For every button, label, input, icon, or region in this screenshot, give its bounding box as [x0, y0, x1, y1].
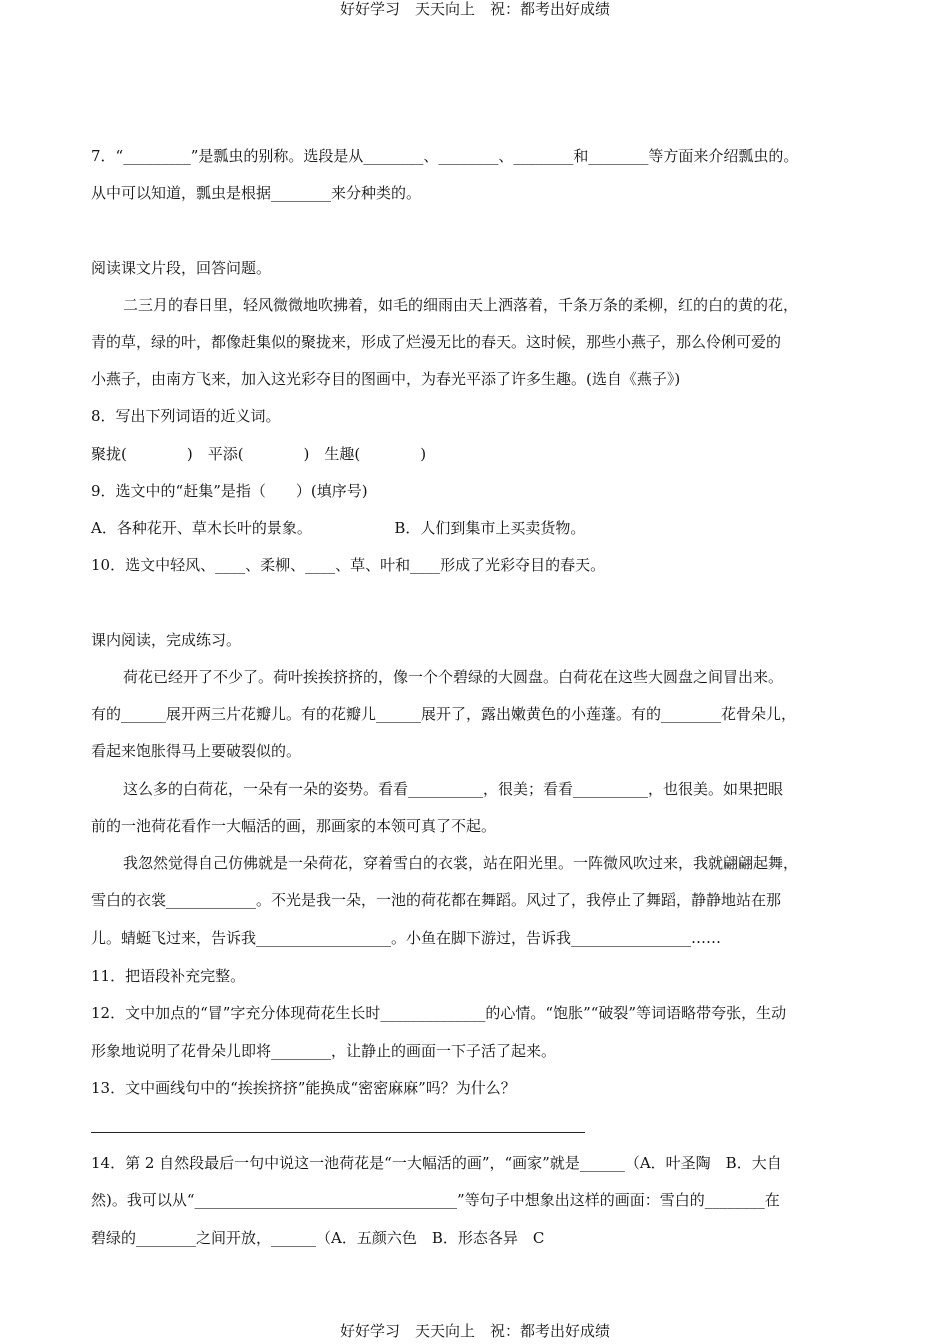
page-footer: 好好学习 天天向上 祝：都考出好成绩	[339, 1322, 610, 1340]
passage3-p3-line-2: 雪白的衣裳____________。不光是我一朵，一池的荷花都在舞蹈。风过了，我停止了舞蹈，静静地站在那	[91, 891, 782, 909]
passage3-p1-line-3: 看起来饱胀得马上要破裂似的。	[91, 742, 302, 760]
q14-line-1: 14．第 2 自然段最后一句中说这一池荷花是“一大幅活的画”，“画家”就是______（A．叶圣陶 B．大自	[91, 1154, 782, 1172]
passage3-instruction: 课内阅读，完成练习。	[91, 631, 242, 649]
q13-stem: 13．文中画线句中的“挨挨挤挤”能换成“密密麻麻”吗？为什么？	[91, 1079, 516, 1097]
passage3-p3-line-1: 我忽然觉得自己仿佛就是一朵荷花，穿着雪白的衣裳，站在阳光里。一阵微风吹过来，我就翩翩起舞，	[123, 854, 799, 872]
q9-options: A．各种花开、草木长叶的景象。 B．人们到集市上买卖货物。	[91, 519, 586, 537]
passage3-p1-line-2: 有的______展开两三片花瓣儿。有的花瓣儿______展开了，露出嫩黄色的小莲蓬。有的________花骨朵儿，	[91, 705, 797, 723]
passage3-p3-line-3: 儿。蜻蜓飞过来，告诉我__________________。小鱼在脚下游过，告诉我________________……	[91, 929, 722, 947]
passage3-p2-line-1: 这么多的白荷花，一朵有一朵的姿势。看看__________，很美；看看__________，也很美。如果把眼	[123, 780, 784, 798]
q8-items: 聚拢( ) 平添( ) 生趣( )	[91, 445, 427, 463]
passage3-p2-line-2: 前的一池荷花看作一大幅活的画，那画家的本领可真了不起。	[91, 817, 497, 835]
q7-line-2: 从中可以知道，瓢虫是根据________来分种类的。	[91, 184, 422, 202]
q11-stem: 11．把语段补充完整。	[91, 967, 246, 985]
q7-line-1: 7．“_________”是瓢虫的别称。选段是从________、________、________和________等方面来介绍瓢虫的。	[91, 147, 799, 165]
q8-stem: 8．写出下列词语的近义词。	[91, 407, 281, 425]
q10-stem: 10．选文中轻风、____、柔柳、____、草、叶和____形成了光彩夺目的春天。	[91, 556, 606, 574]
passage2-line-3: 小燕子，由南方飞来，加入这光彩夺目的图画中，为春光平添了许多生趣。(选自《燕子》)	[91, 370, 681, 388]
page-header: 好好学习 天天向上 祝：都考出好成绩	[339, 0, 610, 18]
passage3-p1-line-1: 荷花已经开了不少了。荷叶挨挨挤挤的，像一个个碧绿的大圆盘。白荷花在这些大圆盘之间冒出来。	[123, 668, 784, 686]
q14-line-3: 碧绿的________之间开放，______（A．五颜六色 B．形态各异 C	[91, 1229, 545, 1247]
q9-stem: 9．选文中的“赶集”是指（ ）(填序号)	[91, 482, 368, 500]
q12-line-2: 形象地说明了花骨朵儿即将________，让静止的画面一下子活了起来。	[91, 1042, 557, 1060]
passage2-line-1: 二三月的春日里，轻风微微地吹拂着，如毛的细雨由天上洒落着，千条万条的柔柳，红的白的黄的花，	[123, 296, 799, 314]
q14-line-2: 然)。我可以从“___________________________________”等句子中想象出这样的画面：雪白的________在	[91, 1191, 780, 1209]
q13-answer-line	[91, 1132, 585, 1133]
passage2-line-2: 青的草，绿的叶，都像赶集似的聚拢来，形成了烂漫无比的春天。这时候，那些小燕子，那么伶俐可爱的	[91, 333, 782, 351]
passage2-instruction: 阅读课文片段，回答问题。	[91, 259, 272, 277]
q12-line-1: 12．文中加点的“冒”字充分体现荷花生长时______________的心情。“饱胀”“破裂”等词语略带夸张，生动	[91, 1004, 787, 1022]
